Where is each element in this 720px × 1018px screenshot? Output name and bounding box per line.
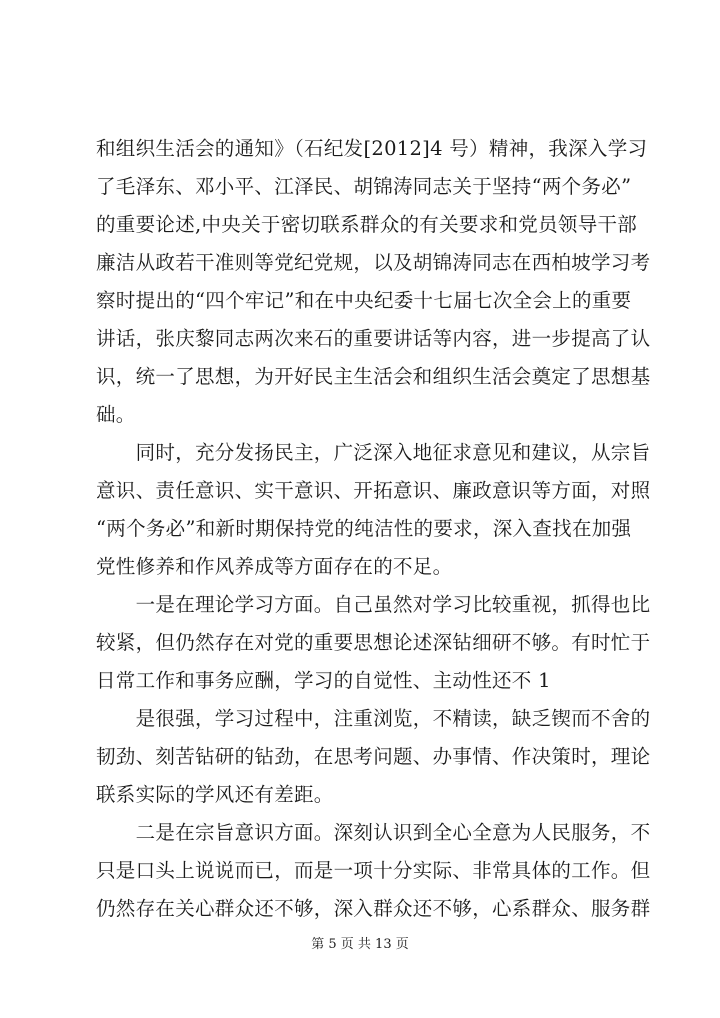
text-line: 廉洁从政若干准则等党纪党规，以及胡锦涛同志在西柏坡学习考: [96, 251, 651, 274]
text-line: 党性修养和作风养成等方面存在的不足。: [96, 555, 453, 578]
text-line: 础。: [96, 403, 136, 426]
text-line: “两个务必”和新时期保持党的纯洁性的要求，深入查找在加强: [96, 517, 632, 540]
paragraph-start-line: 是很强，学习过程中，注重浏览，不精读，缺乏锲而不舍的: [96, 707, 651, 730]
paragraph-start-line: 二是在宗旨意识方面。深刻认识到全心全意为人民服务，不: [96, 821, 651, 844]
page-number-footer: 第 5 页 共 13 页: [311, 937, 409, 952]
text-line: 仍然存在关心群众还不够，深入群众还不够，心系群众、服务群: [96, 897, 651, 920]
text-line: 日常工作和事务应酬，学习的自觉性、主动性还不 1: [96, 669, 551, 692]
text-line: 的重要论述,中央关于密切联系群众的有关要求和党员领导干部: [96, 213, 638, 236]
text-line: 察时提出的“四个牢记”和在中央纪委十七届七次全会上的重要: [96, 289, 632, 312]
text-line: 意识、责任意识、实干意识、开拓意识、廉政意识等方面，对照: [96, 479, 651, 502]
text-line: 联系实际的学风还有差距。: [96, 783, 334, 806]
paragraph-start-line: 同时，充分发扬民主，广泛深入地征求意见和建议，从宗旨: [96, 441, 651, 464]
paragraph-start-line: 一是在理论学习方面。自己虽然对学习比较重视，抓得也比: [96, 593, 651, 616]
text-line: 识，统一了思想，为开好民主生活会和组织生活会奠定了思想基: [96, 365, 651, 388]
text-line: 韧劲、刻苦钻研的钻劲，在思考问题、办事情、作决策时，理论: [96, 745, 651, 768]
text-line: 只是口头上说说而已，而是一项十分实际、非常具体的工作。但: [96, 859, 651, 882]
text-line: 讲话，张庆黎同志两次来石的重要讲话等内容，进一步提高了认: [96, 327, 651, 350]
text-line: 较紧，但仍然存在对党的重要思想论述深钻细研不够。有时忙于: [96, 631, 651, 654]
text-line: 和组织生活会的通知》（石纪发[2012]4 号）精神，我深入学习: [96, 137, 648, 160]
text-line: 了毛泽东、邓小平、江泽民、胡锦涛同志关于坚持“两个务必”: [96, 175, 632, 198]
